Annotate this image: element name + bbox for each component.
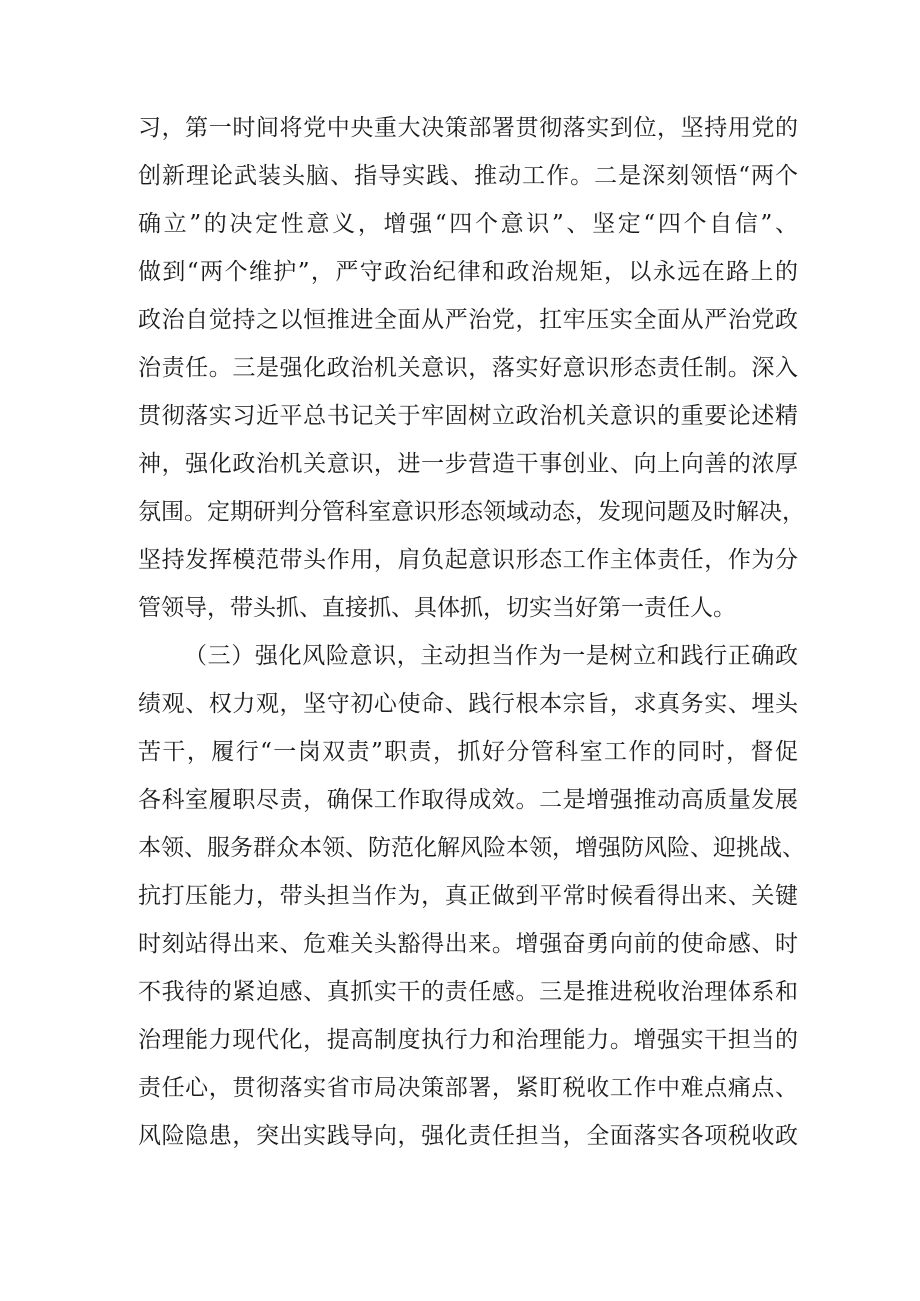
text-line-16: 本领、服务群众本领、防范化解风险本领，增强防风险、迎挑战、 [138, 835, 805, 861]
text-line-22: 风险隐患，突出实践导向，强化责任担当，全面落实各项税收政 [138, 1123, 798, 1149]
text-line-4: 做到“两个维护”，严守政治纪律和政治规矩，以永远在路上的 [138, 259, 798, 285]
text-line-3: 确立”的决定性意义，增强“四个意识”、坚定“四个自信”、 [138, 211, 798, 237]
text-line-9: 氛围。定期研判分管科室意识形态领域动态，发现问题及时解决， [138, 499, 805, 525]
section-heading-line: （三）强化风险意识，主动担当作为一是树立和践行正确政 [184, 643, 798, 669]
text-line-17: 抗打压能力，带头担当作为，真正做到平常时候看得出来、关键 [138, 883, 798, 909]
text-line-14: 苦干，履行“一岗双责”职责，抓好分管科室工作的同时，督促 [138, 739, 798, 765]
text-line-19: 不我待的紧迫感、真抓实干的责任感。三是推进税收治理体系和 [138, 979, 798, 1005]
text-line-2: 创新理论武装头脑、指导实践、推动工作。二是深刻领悟“两个 [138, 163, 798, 189]
text-line-1: 习，第一时间将党中央重大决策部署贯彻落实到位，坚持用党的 [138, 115, 798, 141]
text-line-18: 时刻站得出来、危难关头豁得出来。增强奋勇向前的使命感、时 [138, 931, 798, 957]
text-line-20: 治理能力现代化，提高制度执行力和治理能力。增强实干担当的 [138, 1027, 798, 1053]
text-line-11: 管领导，带头抓、直接抓、具体抓，切实当好第一责任人。 [138, 595, 736, 621]
text-line-8: 神，强化政治机关意识，进一步营造干事创业、向上向善的浓厚 [138, 451, 798, 477]
text-line-21: 责任心，贯彻落实省市局决策部署，紧盯税收工作中难点痛点、 [138, 1075, 798, 1101]
text-line-7: 贯彻落实习近平总书记关于牢固树立政治机关意识的重要论述精 [138, 403, 798, 429]
text-line-15: 各科室履职尽责，确保工作取得成效。二是增强推动高质量发展 [138, 787, 798, 813]
text-line-5: 政治自觉持之以恒推进全面从严治党，扛牢压实全面从严治党政 [138, 307, 798, 333]
text-line-13: 绩观、权力观，坚守初心使命、践行根本宗旨，求真务实、埋头 [138, 691, 798, 717]
text-line-6: 治责任。三是强化政治机关意识，落实好意识形态责任制。深入 [138, 355, 798, 381]
text-line-10: 坚持发挥模范带头作用，肩负起意识形态工作主体责任，作为分 [138, 547, 798, 573]
